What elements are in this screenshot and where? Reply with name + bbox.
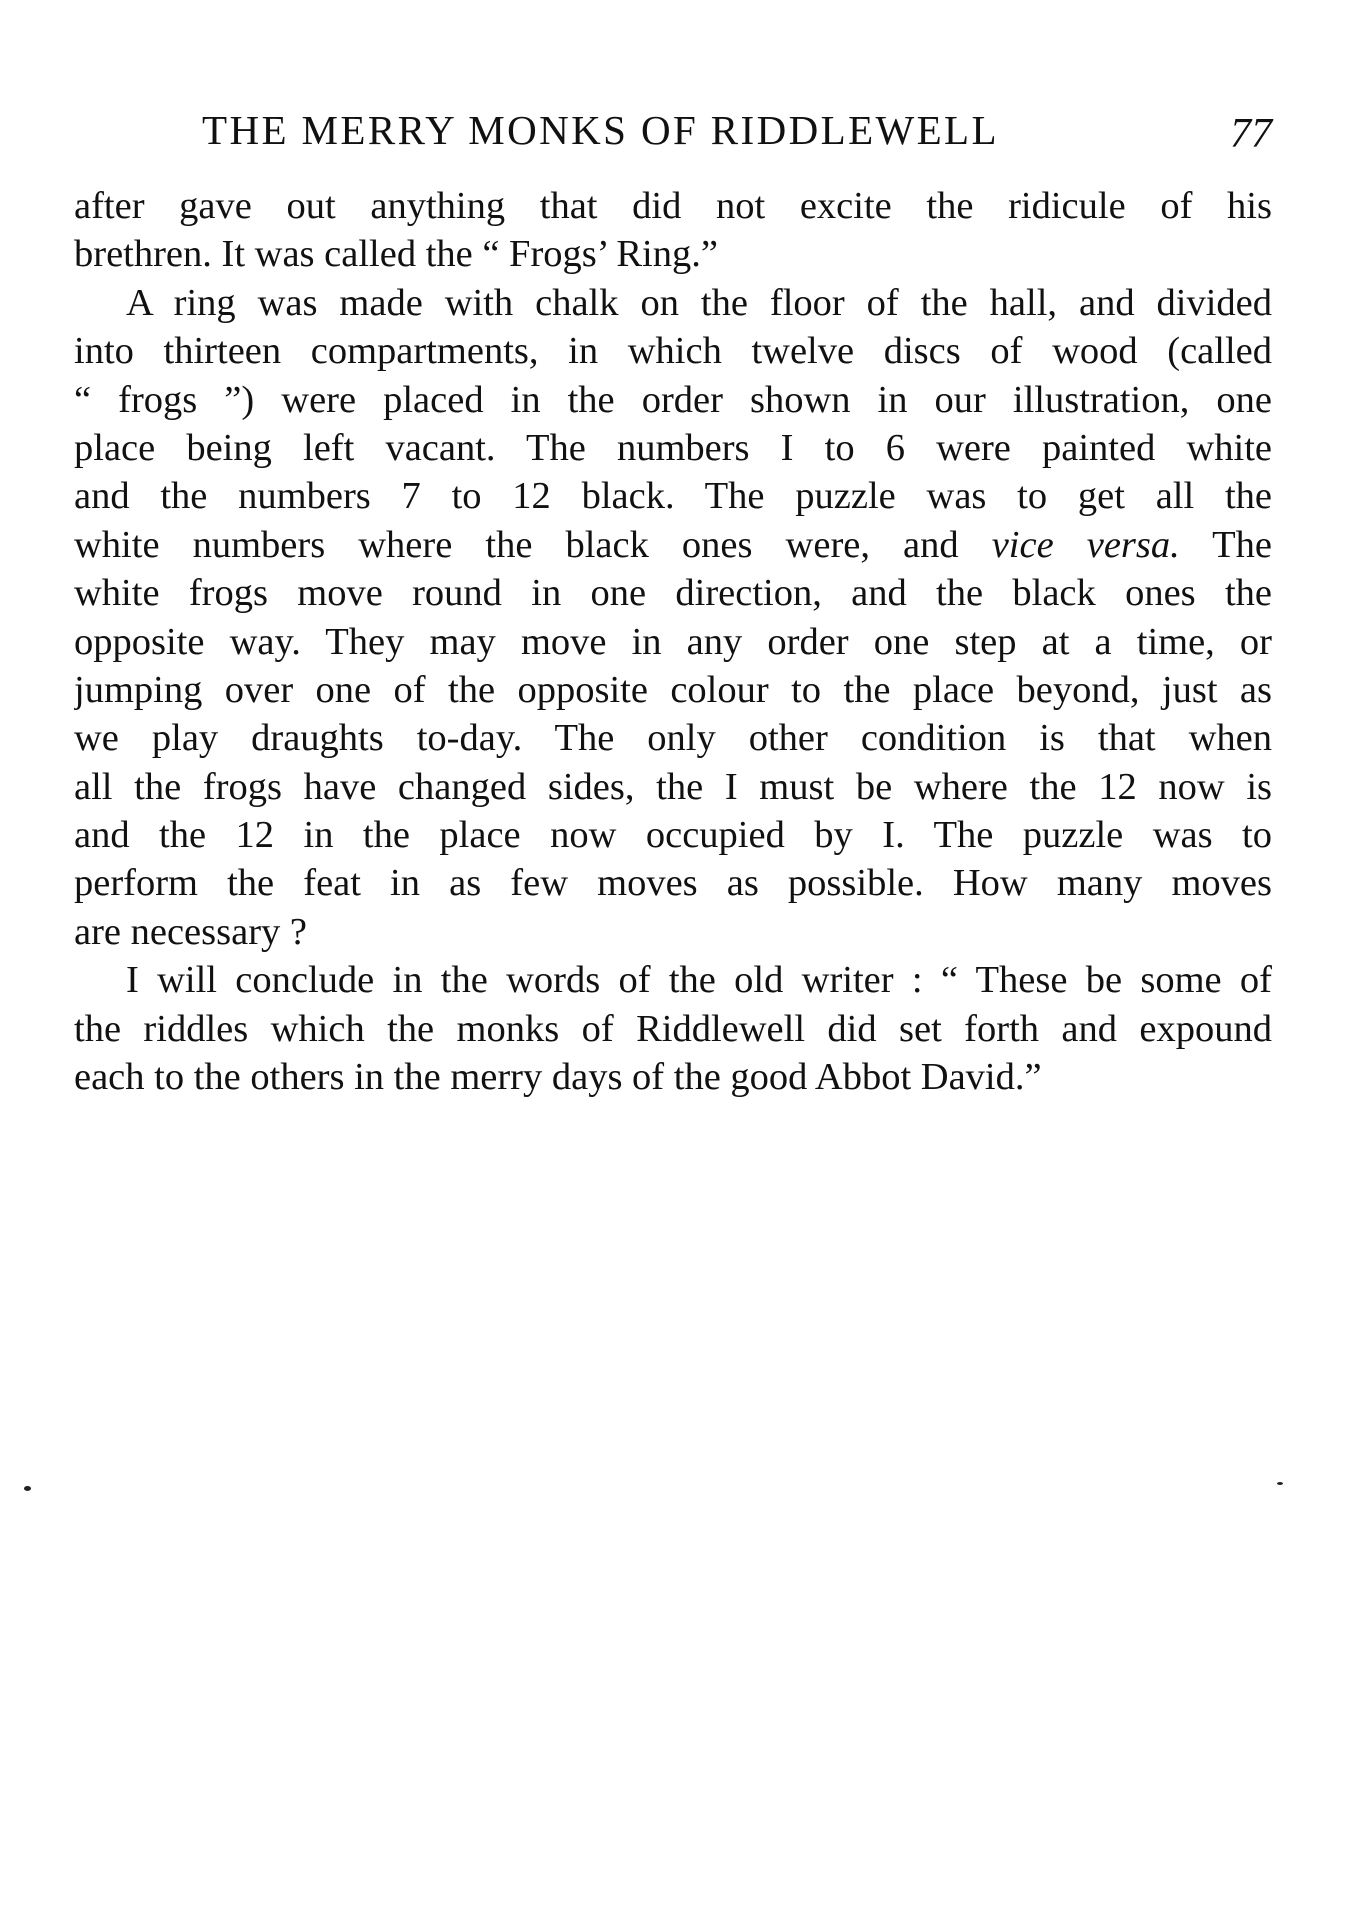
text-line: A ring was made with chalk on the floor of the hall, and divided	[126, 281, 1272, 324]
text-line: all the frogs have changed sides, the I must be where the 12 now is	[74, 765, 1272, 808]
text-line: perform the feat in as few moves as possible. How many moves	[74, 862, 1272, 905]
page-header	[74, 106, 1272, 156]
text-line: the riddles which the monks of Riddlewell did set forth and expound	[74, 1007, 1272, 1050]
text-line: are necessary ?	[74, 910, 307, 953]
text-line: after gave out anything that did not excite the ridicule of his	[74, 185, 1272, 227]
text-line: into thirteen compartments, in which twelve discs of wood (called	[74, 330, 1272, 373]
text-line: jumping over one of the opposite colour to the place beyond, just as	[74, 668, 1272, 711]
body-text	[74, 182, 1272, 1101]
text-line: opposite way. They may move in any order one step at a time, or	[74, 620, 1272, 663]
text-line: and the 12 in the place now occupied by I. The puzzle was to	[74, 814, 1272, 857]
scan-speck	[1277, 1482, 1283, 1485]
running-title: THE MERRY MONKS OF RIDDLEWELL	[202, 107, 999, 153]
italic-phrase: vice versa.	[991, 523, 1180, 566]
text-line: I will conclude in the words of the old writer : “ These be some of	[126, 959, 1272, 1002]
text-line	[74, 521, 1272, 569]
text-line: each to the others in the merry days of the good Abbot David.”	[74, 1056, 1042, 1099]
text-line: place being left vacant. The numbers I to 6 were painted white	[74, 426, 1272, 469]
text-line: and the numbers 7 to 12 black. The puzzle was to get all the	[74, 475, 1272, 518]
text-segment: white numbers where the black ones were, and	[74, 523, 959, 566]
scan-speck	[24, 1486, 31, 1491]
text-line: white frogs move round in one direction, and the black ones the	[74, 572, 1272, 615]
text-line: we play draughts to-day. The only other condition is that when	[74, 717, 1272, 760]
page-number: 77	[1230, 111, 1272, 157]
text-line: brethren. It was called the “ Frogs’ Ring.”	[74, 233, 718, 276]
text-line: “ frogs ”) were placed in the order shown in our illustration, one	[74, 378, 1272, 421]
text-segment: The	[1212, 523, 1272, 566]
